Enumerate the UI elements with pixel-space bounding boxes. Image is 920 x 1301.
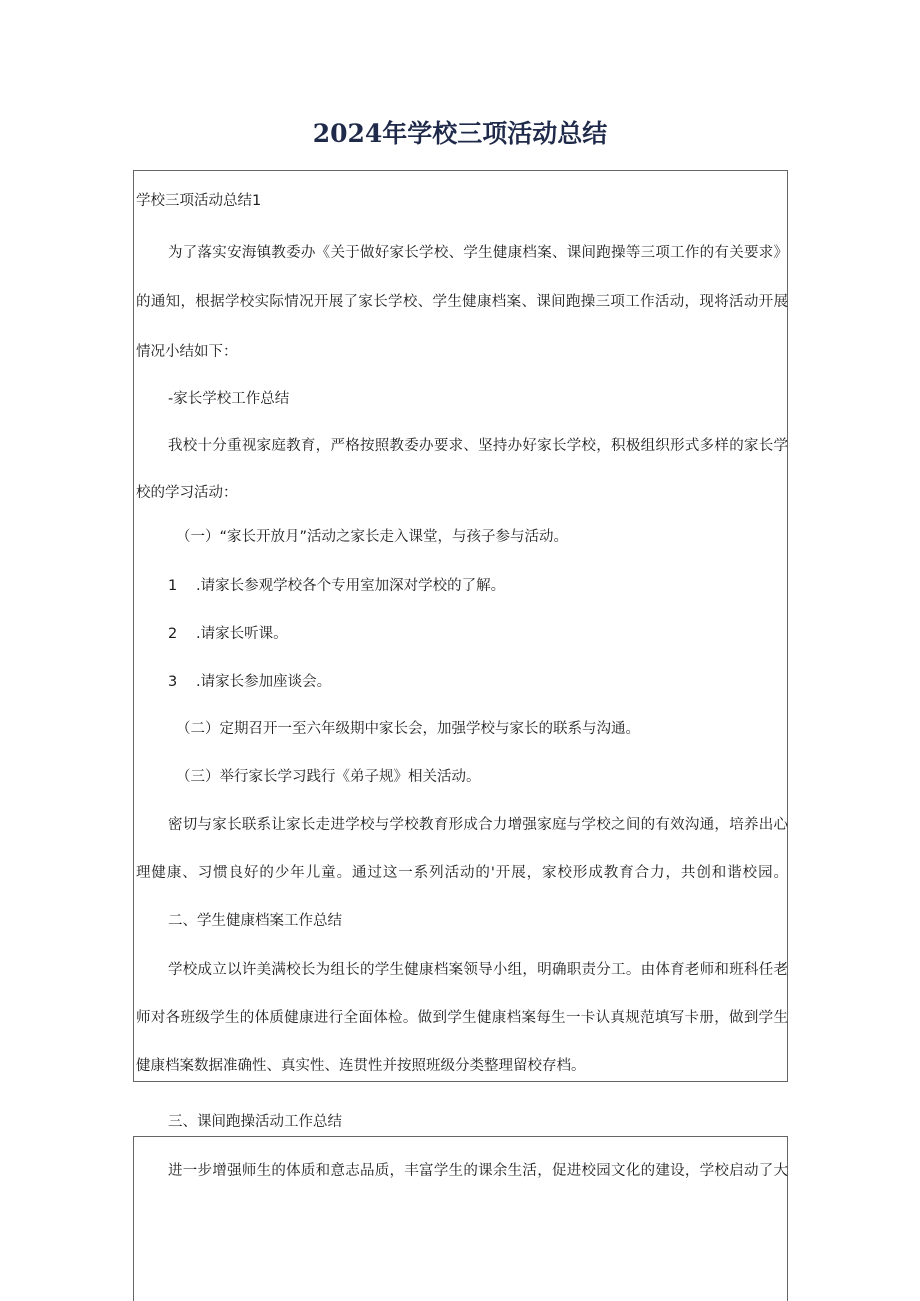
- numbered-item: [136, 624, 788, 644]
- item-number: 2: [168, 626, 178, 642]
- list-item: （二）定期召开一至六年级期中家长会，加强学校与家长的联系与沟通。: [176, 721, 640, 737]
- list-item: （一）“家长开放月”活动之家长走入课堂，与孩子参与活动。: [176, 529, 569, 545]
- item-number: 3: [168, 674, 178, 690]
- item-number: 1: [168, 578, 178, 594]
- paragraph-line: 情况小结如下：: [136, 344, 238, 360]
- subsection-heading: -家长学校工作总结: [168, 391, 290, 407]
- paragraph-line: 理健康、习惯良好的少年儿童。通过这一系列活动的'开展，家校形成教育合力，共创和谐校园。: [136, 865, 788, 881]
- paragraph-line: 学校成立以许美满校长为组长的学生健康档案领导小组，明确职责分工。由体育老师和班科任老: [168, 962, 788, 978]
- paragraph-line: 校的学习活动：: [136, 485, 238, 501]
- numbered-item: [136, 672, 788, 692]
- paragraph-line: 进一步增强师生的体质和意志品质，丰富学生的课余生活，促进校园文化的建设，学校启动了大: [168, 1163, 788, 1179]
- item-text: .请家长参加座谈会。: [196, 674, 332, 690]
- paragraph-line: 健康档案数据准确性、真实性、连贯性并按照班级分类整理留校存档。: [136, 1058, 586, 1074]
- item-text: .请家长听课。: [196, 626, 288, 642]
- paragraph-line: 我校十分重视家庭教育，严格按照教委办要求、坚持办好家长学校，积极组织形式多样的家长学: [168, 438, 788, 454]
- subsection-heading: 二、学生健康档案工作总结: [168, 913, 342, 929]
- item-text: .请家长参观学校各个专用室加深对学校的了解。: [196, 578, 506, 594]
- section-heading: 学校三项活动总结1: [136, 193, 262, 209]
- numbered-item: [136, 576, 788, 596]
- paragraph-line: 密切与家长联系让家长走进学校与学校教育形成合力增强家庭与学校之间的有效沟通，培养出心: [168, 817, 788, 833]
- paragraph-line: 的通知，根据学校实际情况开展了家长学校、学生健康档案、课间跑操三项工作活动，现将活动开展: [136, 294, 788, 310]
- page-title: 2024年学校三项活动总结: [312, 119, 608, 148]
- paragraph-line: 为了落实安海镇教委办《关于做好家长学校、学生健康档案、课间跑操等三项工作的有关要求》: [168, 245, 788, 261]
- list-item: （三）举行家长学习践行《弟子规》相关活动。: [176, 769, 481, 785]
- subsection-heading: 三、课间跑操活动工作总结: [168, 1114, 342, 1130]
- paragraph-line: 师对各班级学生的体质健康进行全面体检。做到学生健康档案每生一卡认真规范填写卡册，做到学生: [136, 1010, 788, 1026]
